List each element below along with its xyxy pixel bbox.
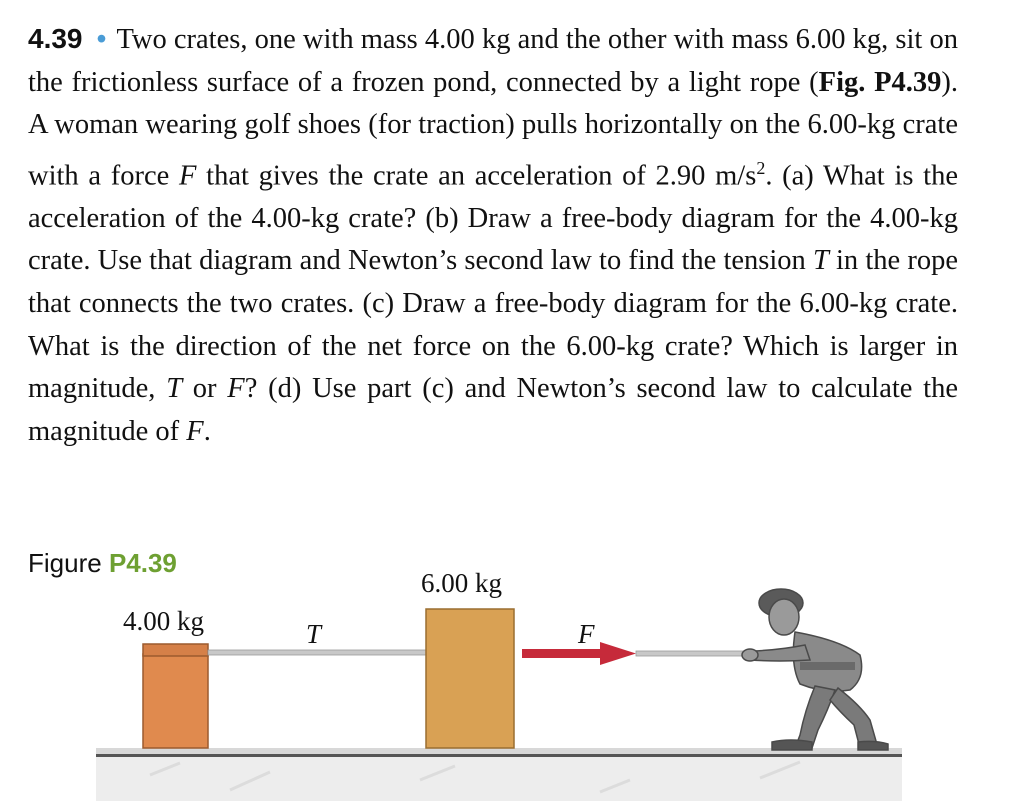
problem-text-part: that gives the crate an acceleration of 2.90 m/s (196, 160, 757, 192)
problem-text-part: Two crates, one with mass 4.00 kg and the other with mass 6.00 kg, sit on the frictionless surface of a frozen pond, connected by a light rope ( (28, 24, 958, 98)
problem-text-part: or (182, 373, 228, 405)
label-crate-4kg: 4.00 kg (123, 606, 204, 636)
figure-reference: Fig. P4.39 (818, 66, 942, 98)
crate-4kg (143, 644, 208, 748)
variable-t: T (166, 373, 183, 405)
label-force: F (578, 619, 595, 649)
problem-text-part: in the rope that connects the two crates. (c) Draw a free-body diagram for the 6.00-kg crate. What is the direction of the net force on the 6.00-kg crate? Which is larger in magnitude, (28, 245, 958, 405)
variable-t: T (812, 245, 829, 277)
label-crate-6kg: 6.00 kg (421, 568, 502, 598)
variable-f: F (227, 373, 245, 405)
ice-surface (96, 748, 902, 801)
crate-6kg (426, 609, 514, 748)
label-tension: T (306, 619, 322, 649)
problem-text-part: ). A woman wearing golf shoes (for traction) pulls horizontally on the 6.00-kg crate with a force (28, 66, 958, 192)
problem-text-part: . (a) What is the acceleration of the 4.00-kg crate? (b) Draw a free-body diagram for the 4.00-kg crate. Use that diagram and Newton’s second law to find the tension (28, 160, 958, 277)
problem-text-part: ? (d) Use part (c) and Newton’s second law to calculate the magnitude of (28, 373, 958, 447)
exponent: 2 (756, 157, 766, 178)
variable-f: F (179, 160, 197, 192)
bullet-icon: • (96, 23, 107, 55)
problem-number: 4.39 (28, 23, 83, 54)
problem-text-part: . (203, 415, 211, 447)
rope-to-woman (636, 651, 748, 656)
variable-f: F (186, 415, 204, 447)
rope-between-crates (208, 650, 426, 655)
figure-caption-number: P4.39 (108, 548, 177, 578)
woman-figure (742, 589, 888, 750)
figure-caption-word: Figure (28, 548, 102, 578)
